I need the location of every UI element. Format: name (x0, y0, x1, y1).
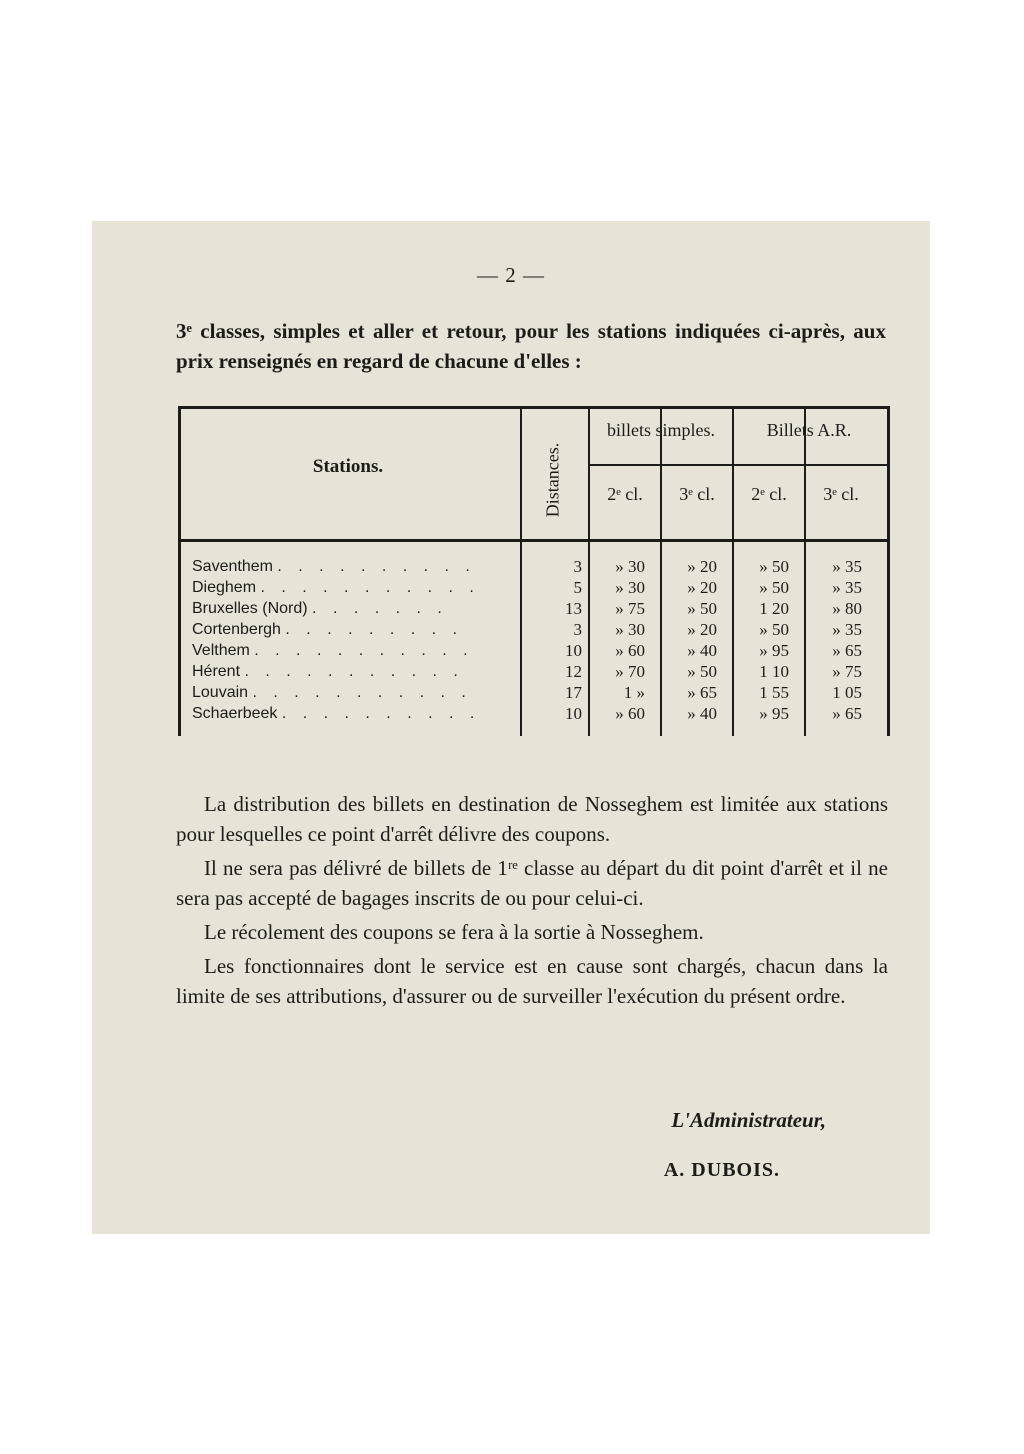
table-row (192, 598, 890, 619)
body-text (176, 789, 888, 1015)
station-name: Dieghem . . . . . . . . . . . (192, 579, 480, 596)
distance-cell: 17 (565, 683, 582, 702)
station-name: Louvain . . . . . . . . . . . (192, 684, 472, 701)
header-ar-2cl: 2ᵉ cl. (751, 484, 787, 504)
price-cell: » 50 (759, 578, 789, 597)
header-billets-ar: Billets A.R. (766, 420, 852, 440)
station-name: Cortenbergh . . . . . . . . . (192, 621, 463, 638)
price-cell: » 50 (687, 599, 717, 618)
fare-table (178, 406, 890, 736)
header-distances (533, 440, 573, 520)
price-cell: » 20 (687, 620, 717, 639)
price-cell: 1 » (623, 683, 645, 702)
station-name: Bruxelles (Nord) . . . . . . . (192, 600, 448, 617)
price-cell: » 20 (687, 578, 717, 597)
table-header-rule (178, 539, 890, 542)
price-cell: » 95 (759, 641, 789, 660)
price-cell: » 30 (615, 578, 645, 597)
station-name: Hérent . . . . . . . . . . . (192, 663, 464, 680)
price-cell: » 30 (615, 620, 645, 639)
distance-cell: 10 (565, 641, 582, 660)
price-cell: 1 05 (832, 683, 862, 702)
price-cell: » 35 (832, 620, 862, 639)
distance-cell: 10 (565, 704, 582, 723)
price-cell: » 30 (615, 557, 645, 576)
paragraph: Il ne sera pas délivré de billets de 1ʳᵉ classe au départ du dit point d'arrêt et il ne sera pas accepté de bagages inscrits de ou pour celui-ci. (176, 856, 888, 910)
table-left-rule (178, 406, 181, 736)
table-row (192, 682, 890, 703)
table-row (192, 703, 890, 724)
price-cell: » 50 (759, 620, 789, 639)
price-cell: » 20 (687, 557, 717, 576)
price-cell: 1 55 (759, 683, 789, 702)
document-page (92, 221, 930, 1234)
price-cell: » 60 (615, 704, 645, 723)
station-name: Schaerbeek . . . . . . . . . . (192, 705, 481, 722)
station-name: Saventhem . . . . . . . . . . (192, 558, 476, 575)
header-stations: Stations. (312, 456, 384, 477)
price-cell: » 40 (687, 704, 717, 723)
price-cell: » 65 (832, 704, 862, 723)
signature-name: A. DUBOIS. (663, 1159, 780, 1181)
table-body (192, 556, 890, 724)
price-cell: » 70 (615, 662, 645, 681)
distance-cell: 5 (573, 578, 582, 597)
paragraph: Le récolement des coupons se fera à la sortie à Nosseghem. (204, 920, 704, 944)
price-cell: » 65 (832, 641, 862, 660)
distance-cell: 12 (565, 662, 582, 681)
header-simple-3cl: 3ᵉ cl. (679, 484, 715, 504)
price-cell: » 50 (759, 557, 789, 576)
table-row (192, 640, 890, 661)
table-row (192, 577, 890, 598)
signature-role: L'Administrateur, (671, 1108, 826, 1132)
intro-text: 3ᵉ classes, simples et aller et retour, pour les stations indiquées ci-après, aux prix renseignés en regard de chacune d'elles : (176, 319, 886, 373)
price-cell: 1 20 (759, 599, 789, 618)
table-row (192, 619, 890, 640)
price-cell: » 95 (759, 704, 789, 723)
distance-cell: 13 (565, 599, 582, 618)
table-row (192, 556, 890, 577)
header-billets-simples: billets simples. (607, 420, 715, 440)
station-name: Velthem . . . . . . . . . . . (192, 642, 474, 659)
header-distances-label: Distances. (542, 442, 563, 518)
price-cell: » 65 (687, 683, 717, 702)
paragraph: Les fonctionnaires dont le service est en cause sont chargés, chacun dans la limite de ses attributions, d'assurer ou de surveiller l'exécution du présent ordre. (176, 954, 888, 1008)
group-rule (588, 464, 890, 466)
price-cell: » 50 (687, 662, 717, 681)
distance-cell: 3 (573, 620, 582, 639)
price-cell: » 35 (832, 578, 862, 597)
header-ar-3cl: 3ᵉ cl. (823, 484, 859, 504)
price-cell: » 75 (832, 662, 862, 681)
price-cell: » 35 (832, 557, 862, 576)
price-cell: 1 10 (759, 662, 789, 681)
table-row (192, 661, 890, 682)
header-simple-2cl: 2ᵉ cl. (607, 484, 643, 504)
paragraph: La distribution des billets en destination de Nosseghem est limitée aux stations pour lesquelles ce point d'arrêt délivre des coupons. (176, 792, 888, 846)
price-cell: » 80 (832, 599, 862, 618)
price-cell: » 40 (687, 641, 717, 660)
price-cell: » 75 (615, 599, 645, 618)
page-number: — 2 — (477, 263, 545, 287)
distance-cell: 3 (573, 557, 582, 576)
table-top-rule (178, 406, 890, 409)
price-cell: » 60 (615, 641, 645, 660)
